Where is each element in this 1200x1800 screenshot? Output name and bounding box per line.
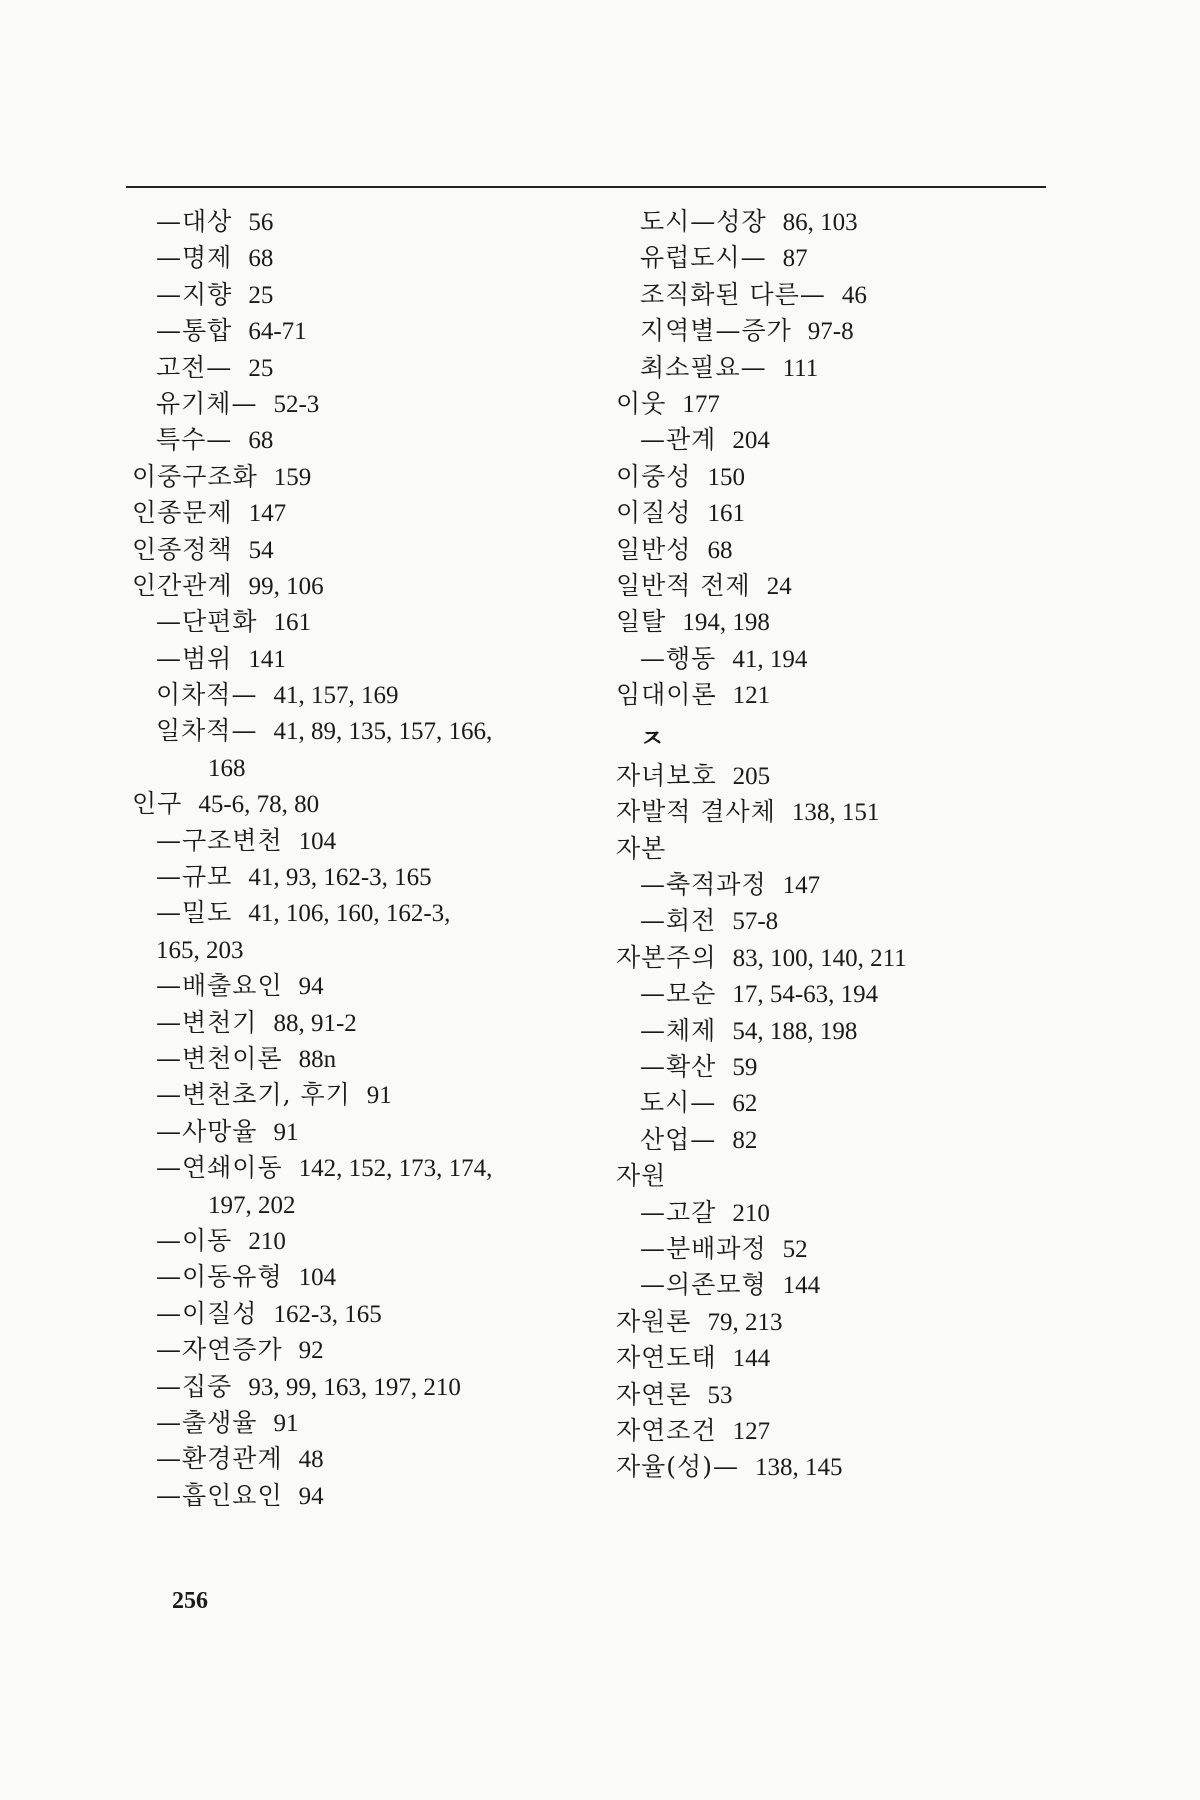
index-term: —의존모형: [640, 1270, 767, 1300]
index-entry: [616, 604, 1056, 640]
index-entry: [132, 1005, 592, 1041]
index-entry: [616, 495, 1056, 531]
index-term: —확산: [640, 1051, 717, 1081]
index-entry: [132, 1223, 592, 1259]
index-pages: 147: [248, 500, 287, 528]
index-pages: 111: [782, 354, 819, 382]
index-term: 인간관계: [132, 570, 233, 600]
index-term: —이동유형: [156, 1262, 283, 1292]
index-term: 이질성: [616, 498, 692, 528]
index-entry: [616, 1231, 1056, 1267]
index-entry: [132, 1296, 592, 1332]
index-pages: 25: [248, 281, 274, 309]
index-pages: 48: [298, 1446, 324, 1474]
index-pages: 99, 106: [248, 572, 324, 600]
index-pages: 162-3, 165: [273, 1300, 382, 1328]
index-pages: 94: [298, 1482, 324, 1510]
index-term: 이차적—: [156, 680, 258, 710]
index-entry: [616, 641, 1056, 677]
index-entry: [616, 1085, 1056, 1121]
index-entry: [132, 1114, 592, 1150]
index-entry: [132, 532, 592, 568]
index-entry: [616, 532, 1056, 568]
index-pages: 197, 202: [208, 1191, 296, 1219]
index-pages: 97-8: [807, 318, 854, 346]
index-term: —흡인요인: [156, 1480, 283, 1510]
index-entry: [132, 240, 592, 276]
index-entry: [132, 350, 592, 386]
index-pages: 52-3: [273, 390, 320, 418]
index-term: —관계: [640, 425, 717, 455]
index-term: —대상: [156, 207, 233, 236]
index-pages: 57-8: [732, 908, 779, 936]
index-pages: 41, 194: [732, 645, 808, 673]
index-pages: 94: [298, 973, 324, 1001]
index-entry: [616, 831, 1056, 867]
index-pages: 91: [273, 1118, 299, 1146]
index-entry: [132, 1187, 592, 1223]
index-entry: [132, 204, 592, 240]
index-entry: [616, 976, 1056, 1012]
index-term: —회전: [640, 906, 717, 936]
index-term: —통합: [156, 316, 233, 346]
index-term: —밀도: [156, 898, 233, 928]
index-term: 도시—성장: [640, 207, 767, 236]
index-entry: [132, 1441, 592, 1477]
index-term: —변천초기, 후기: [156, 1080, 351, 1110]
index-term: 자율(성)—: [616, 1452, 739, 1482]
index-pages: 159: [273, 463, 312, 491]
index-entry: [616, 459, 1056, 495]
index-term: 일반성: [616, 534, 692, 564]
index-pages: 83, 100, 140, 211: [732, 944, 907, 972]
index-term: 일차적—: [156, 716, 258, 746]
index-entry: [616, 758, 1056, 794]
index-pages: 91: [273, 1409, 299, 1437]
header-rule: [126, 186, 1046, 188]
index-term: 고전—: [156, 352, 233, 382]
index-entry: [132, 1150, 592, 1186]
index-entry: [616, 240, 1056, 276]
index-entry: [616, 1195, 1056, 1231]
index-entry: [616, 1340, 1056, 1376]
index-term: 조직화된 다른—: [640, 279, 826, 309]
index-pages: 87: [782, 245, 808, 273]
index-entry: [132, 1478, 592, 1514]
index-term: 자발적 결사체: [616, 797, 776, 827]
index-entry: [616, 1013, 1056, 1049]
index-term: 일탈: [616, 607, 667, 637]
index-pages: 144: [782, 1272, 821, 1300]
index-pages: 68: [248, 245, 274, 273]
index-pages: 88, 91-2: [273, 1009, 357, 1037]
index-term: 자연도태: [616, 1343, 717, 1373]
index-entry: [616, 1413, 1056, 1449]
index-entry: [132, 422, 592, 458]
index-entry: [132, 641, 592, 677]
index-pages: 52: [782, 1235, 808, 1263]
index-term: 자연론: [616, 1379, 692, 1409]
index-pages: 64-71: [248, 318, 307, 346]
index-entry: [616, 1449, 1056, 1485]
index-pages: 204: [732, 427, 770, 455]
index-pages: 17, 54-63, 194: [732, 981, 879, 1009]
index-entry: [132, 277, 592, 313]
index-entry: [132, 313, 592, 349]
index-term: 도시—: [640, 1088, 717, 1118]
index-entry: [132, 713, 592, 749]
index-entry: [616, 568, 1056, 604]
index-term: —변천기: [156, 1007, 258, 1037]
index-entry: [616, 1267, 1056, 1303]
index-term: —출생율: [156, 1407, 258, 1437]
index-entry: [132, 823, 592, 859]
index-pages: 86, 103: [782, 209, 858, 236]
index-term: 최소필요—: [640, 352, 767, 382]
index-pages: 210: [732, 1199, 770, 1227]
index-term: —이질성: [156, 1298, 258, 1328]
index-entry: [132, 386, 592, 422]
index-pages: 41, 157, 169: [273, 682, 399, 710]
index-term: 이중구조화: [132, 461, 258, 491]
index-pages: 24: [766, 572, 792, 600]
index-entry: [616, 1049, 1056, 1085]
index-pages: 121: [732, 682, 771, 710]
index-entry: [132, 1041, 592, 1077]
index-pages: 161: [273, 609, 311, 637]
index-entry: [132, 750, 592, 786]
index-term: —자연증가: [156, 1335, 283, 1365]
index-entry: [132, 895, 592, 931]
index-entry: [616, 1377, 1056, 1413]
index-pages: 41, 93, 162-3, 165: [248, 864, 432, 892]
index-term: 자본주의: [616, 942, 717, 972]
index-pages: 165, 203: [156, 936, 244, 964]
index-term: 임대이론: [616, 680, 717, 710]
index-pages: 194, 198: [682, 609, 770, 637]
index-pages: 142, 152, 173, 174,: [298, 1155, 493, 1183]
index-entry: [616, 903, 1056, 939]
index-term: 자녀보호: [616, 760, 717, 790]
index-entry: [132, 568, 592, 604]
index-pages: 62: [732, 1090, 758, 1118]
index-term: 인종정책: [132, 534, 233, 564]
index-term: 인구: [132, 789, 183, 819]
index-term: 특수—: [156, 425, 233, 455]
index-entry: [132, 459, 592, 495]
index-pages: 68: [707, 536, 733, 564]
index-pages: 45-6, 78, 80: [198, 791, 320, 819]
index-term: —모순: [640, 979, 717, 1009]
index-pages: 88n: [298, 1045, 337, 1073]
index-term: 산업—: [640, 1124, 717, 1154]
index-column-right: [616, 204, 1056, 1486]
index-entry: [616, 713, 1056, 721]
index-pages: 150: [707, 463, 745, 491]
index-pages: 144: [732, 1345, 771, 1373]
index-entry: [616, 794, 1056, 830]
index-entry: [616, 867, 1056, 903]
index-pages: 147: [782, 872, 821, 900]
index-term: 이웃: [616, 388, 667, 418]
index-entry: [132, 1332, 592, 1368]
index-pages: 56: [248, 209, 274, 236]
index-term: 인종문제: [132, 498, 233, 528]
index-term: 자연조건: [616, 1415, 717, 1445]
index-term: —이동: [156, 1225, 233, 1255]
index-pages: 168: [208, 754, 246, 782]
index-term: —단편화: [156, 607, 258, 637]
index-entry: [132, 1259, 592, 1295]
index-pages: 104: [298, 827, 337, 855]
index-pages: 82: [732, 1126, 758, 1154]
index-entry: [132, 604, 592, 640]
index-entry: [132, 495, 592, 531]
index-entry: [616, 1122, 1056, 1158]
index-pages: 25: [248, 354, 274, 382]
index-entry: [132, 932, 592, 968]
index-column-left: [132, 204, 592, 1514]
index-entry: [616, 940, 1056, 976]
index-term: 자원: [616, 1161, 667, 1191]
index-entry: [616, 1304, 1056, 1340]
index-pages: 92: [298, 1337, 324, 1365]
index-pages: 53: [707, 1381, 733, 1409]
index-pages: 210: [248, 1227, 286, 1255]
index-pages: 91: [366, 1082, 392, 1110]
index-entry: [616, 677, 1056, 713]
index-term: —배출요인: [156, 971, 283, 1001]
index-entry: [132, 968, 592, 1004]
index-term: ㅈ: [640, 724, 666, 754]
index-entry: [616, 204, 1056, 240]
index-entry: [132, 1405, 592, 1441]
index-entry: [132, 1077, 592, 1113]
index-term: 일반적 전제: [616, 570, 751, 600]
index-term: 이중성: [616, 461, 692, 491]
index-pages: 104: [298, 1264, 337, 1292]
index-pages: 177: [682, 390, 720, 418]
index-term: —집중: [156, 1371, 233, 1401]
index-term: —환경관계: [156, 1444, 283, 1474]
index-pages: 141: [248, 645, 286, 673]
index-entry: [616, 277, 1056, 313]
index-term: 유기체—: [156, 388, 258, 418]
section-heading: [616, 721, 1056, 757]
index-term: —변천이론: [156, 1043, 283, 1073]
index-term: —연쇄이동: [156, 1153, 283, 1183]
index-entry: [616, 422, 1056, 458]
index-pages: 54: [248, 536, 274, 564]
index-pages: 205: [732, 762, 771, 790]
index-term: —고갈: [640, 1197, 717, 1227]
index-pages: 54, 188, 198: [732, 1017, 858, 1045]
index-term: —체제: [640, 1015, 717, 1045]
index-pages: 138, 151: [791, 799, 880, 827]
index-pages: 79, 213: [707, 1308, 783, 1336]
index-term: —지향: [156, 279, 233, 309]
index-term: —구조변천: [156, 825, 283, 855]
index-pages: 161: [707, 500, 745, 528]
index-term: —규모: [156, 862, 233, 892]
index-pages: 41, 106, 160, 162-3,: [248, 900, 451, 928]
page-number: 256: [172, 1588, 208, 1614]
index-pages: 68: [248, 427, 274, 455]
index-term: —행동: [640, 643, 717, 673]
index-term: —명제: [156, 243, 233, 273]
index-term: —축적과정: [640, 870, 767, 900]
index-term: 유럽도시—: [640, 243, 767, 273]
index-pages: 93, 99, 163, 197, 210: [248, 1373, 461, 1401]
index-pages: 138, 145: [754, 1454, 843, 1482]
index-entry: [132, 859, 592, 895]
index-term: —분배과정: [640, 1233, 767, 1263]
index-entry: [132, 677, 592, 713]
index-pages: 59: [732, 1053, 758, 1081]
index-pages: 41, 89, 135, 157, 166,: [273, 718, 493, 746]
index-term: 자원론: [616, 1306, 692, 1336]
index-entry: [616, 1158, 1056, 1194]
index-entry: [132, 1369, 592, 1405]
index-pages: 127: [732, 1417, 771, 1445]
index-term: —사망율: [156, 1116, 258, 1146]
index-entry: [616, 386, 1056, 422]
index-term: —범위: [156, 643, 233, 673]
index-term: 지역별—증가: [640, 316, 792, 346]
index-term: 자본: [616, 833, 667, 863]
index-pages: 46: [841, 281, 867, 309]
index-entry: [616, 350, 1056, 386]
index-entry: [132, 786, 592, 822]
index-entry: [616, 313, 1056, 349]
